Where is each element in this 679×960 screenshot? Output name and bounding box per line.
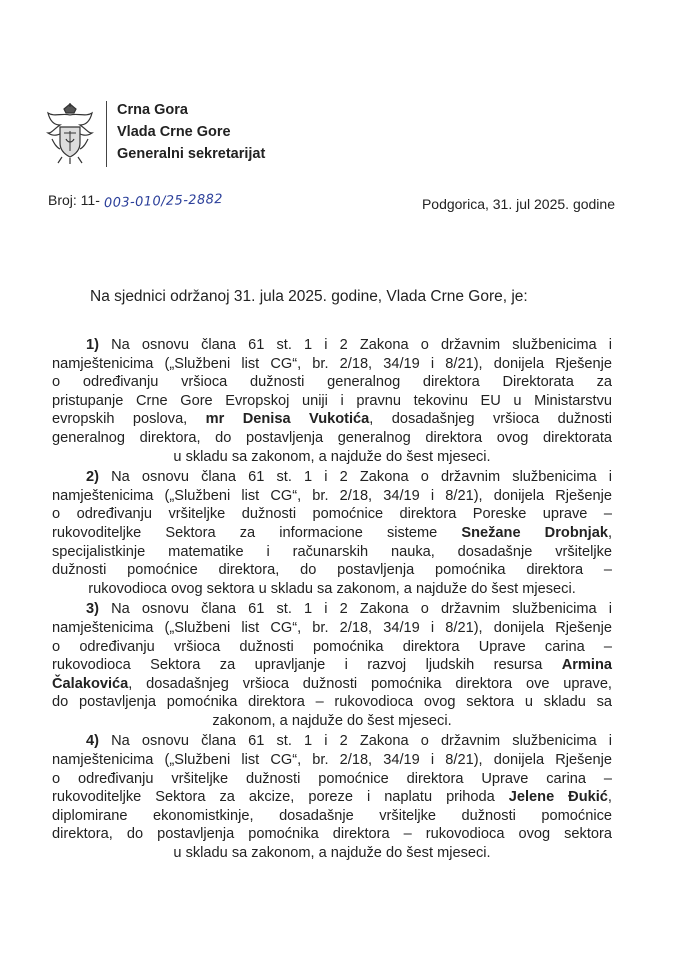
header-divider — [106, 101, 107, 167]
letterhead-office: Generalni sekretarijat — [117, 146, 266, 162]
person-surname: Čalakovića — [52, 675, 129, 692]
item-number: 1) — [86, 337, 99, 353]
letterhead-country: Crna Gora — [117, 102, 188, 118]
place-date: Podgorica, 31. jul 2025. godine — [421, 196, 615, 212]
decision-item-3: 3) Na osnovu člana 61 st. 1 i 2 Zakona o državnim službenicima i namještenicima („Službeni list CG“, br. 2/18, 34/19 i 8/21), donijela Rješenje o određivanju vršioca dužnosti pomoćnika direktora Uprave carina – rukovodioca Sektora za upravljanje i razvoj ljudskih resursa Armina Čalakovića, dosadašnjeg vršioca dužnosti pomoćnika direktora ove uprave, do postavljenja pomoćnika direktora – rukovodioca ovog sektora u skladu sa zakonom, a najduže do šest mjeseci. — [52, 601, 612, 729]
reference-label: Broj: 11- — [48, 192, 100, 208]
person-name: Snežane Drobnjak — [461, 524, 608, 541]
coat-of-arms-icon — [44, 103, 96, 165]
decision-item-2: 2) Na osnovu člana 61 st. 1 i 2 Zakona o državnim službenicima i namještenicima („Službeni list CG“, br. 2/18, 34/19 i 8/21), donijela Rješenje o određivanju vršiteljke dužnosti pomoćnice direktora Poreske uprave – rukovoditeljke Sektora za informacione sisteme Snežane Drobnjak, specijalistkinje matematike i računarskih nauka, dosadašnje vršiteljke dužnosti pomoćnice direktora, do postavljenja pomoćnika direktora – rukovodioca ovog sektora u skladu sa zakonom, a najduže do šest mjeseci. — [52, 469, 612, 597]
item-number: 4) — [86, 733, 99, 750]
reference-number — [48, 191, 224, 212]
letterhead — [117, 99, 265, 165]
item-number: 3) — [86, 601, 99, 618]
decision-item-1: 1) Na osnovu člana 61 st. 1 i 2 Zakona o državnim službenicima i namještenicima („Službeni list CG“, br. 2/18, 34/19 i 8/21), donijela Rješenje o određivanju vršioca dužnosti generalnog direktora Direktorata za pristupanje Crne Gore Evropskoj uniji i pravnu tekovinu EU u Ministarstvu evropskih poslova, mr Denisa Vukotića, dosadašnjeg vršioca dužnosti generalnog direktora, do postavljenja generalnog direktora ovog direktorata u skladu sa zakonom, a najduže do šest mjeseci. — [52, 337, 612, 465]
intro-sentence: Na sjednici održanoj 31. jula 2025. godine, Vlada Crne Gore, je: — [90, 288, 528, 305]
decision-item-4: 4) Na osnovu člana 61 st. 1 i 2 Zakona o državnim službenicima i namještenicima („Službeni list CG“, br. 2/18, 34/19 i 8/21), donijela Rješenje o određivanju vršiteljke dužnosti pomoćnice direktora Uprave carina – rukovoditeljke Sektora za akcize, poreze i naplatu prihoda Jelene Đukić, diplomirane ekonomistkinje, dosadašnje vršiteljke dužnosti pomoćnice direktora, do postavljenja pomoćnika direktora – rukovodioca ovog sektora u skladu sa zakonom, a najduže do šest mjeseci. — [52, 733, 612, 862]
reference-handwritten: 003-010/25-2882 — [103, 191, 224, 212]
person-name: Jelene Đukić — [508, 789, 608, 806]
person-name: mr Denisa Vukotića — [205, 411, 370, 428]
item-number: 2) — [86, 469, 99, 486]
person-name: Armina — [561, 657, 612, 674]
letterhead-government: Vlada Crne Gore — [117, 124, 231, 140]
decision-list — [52, 336, 612, 865]
